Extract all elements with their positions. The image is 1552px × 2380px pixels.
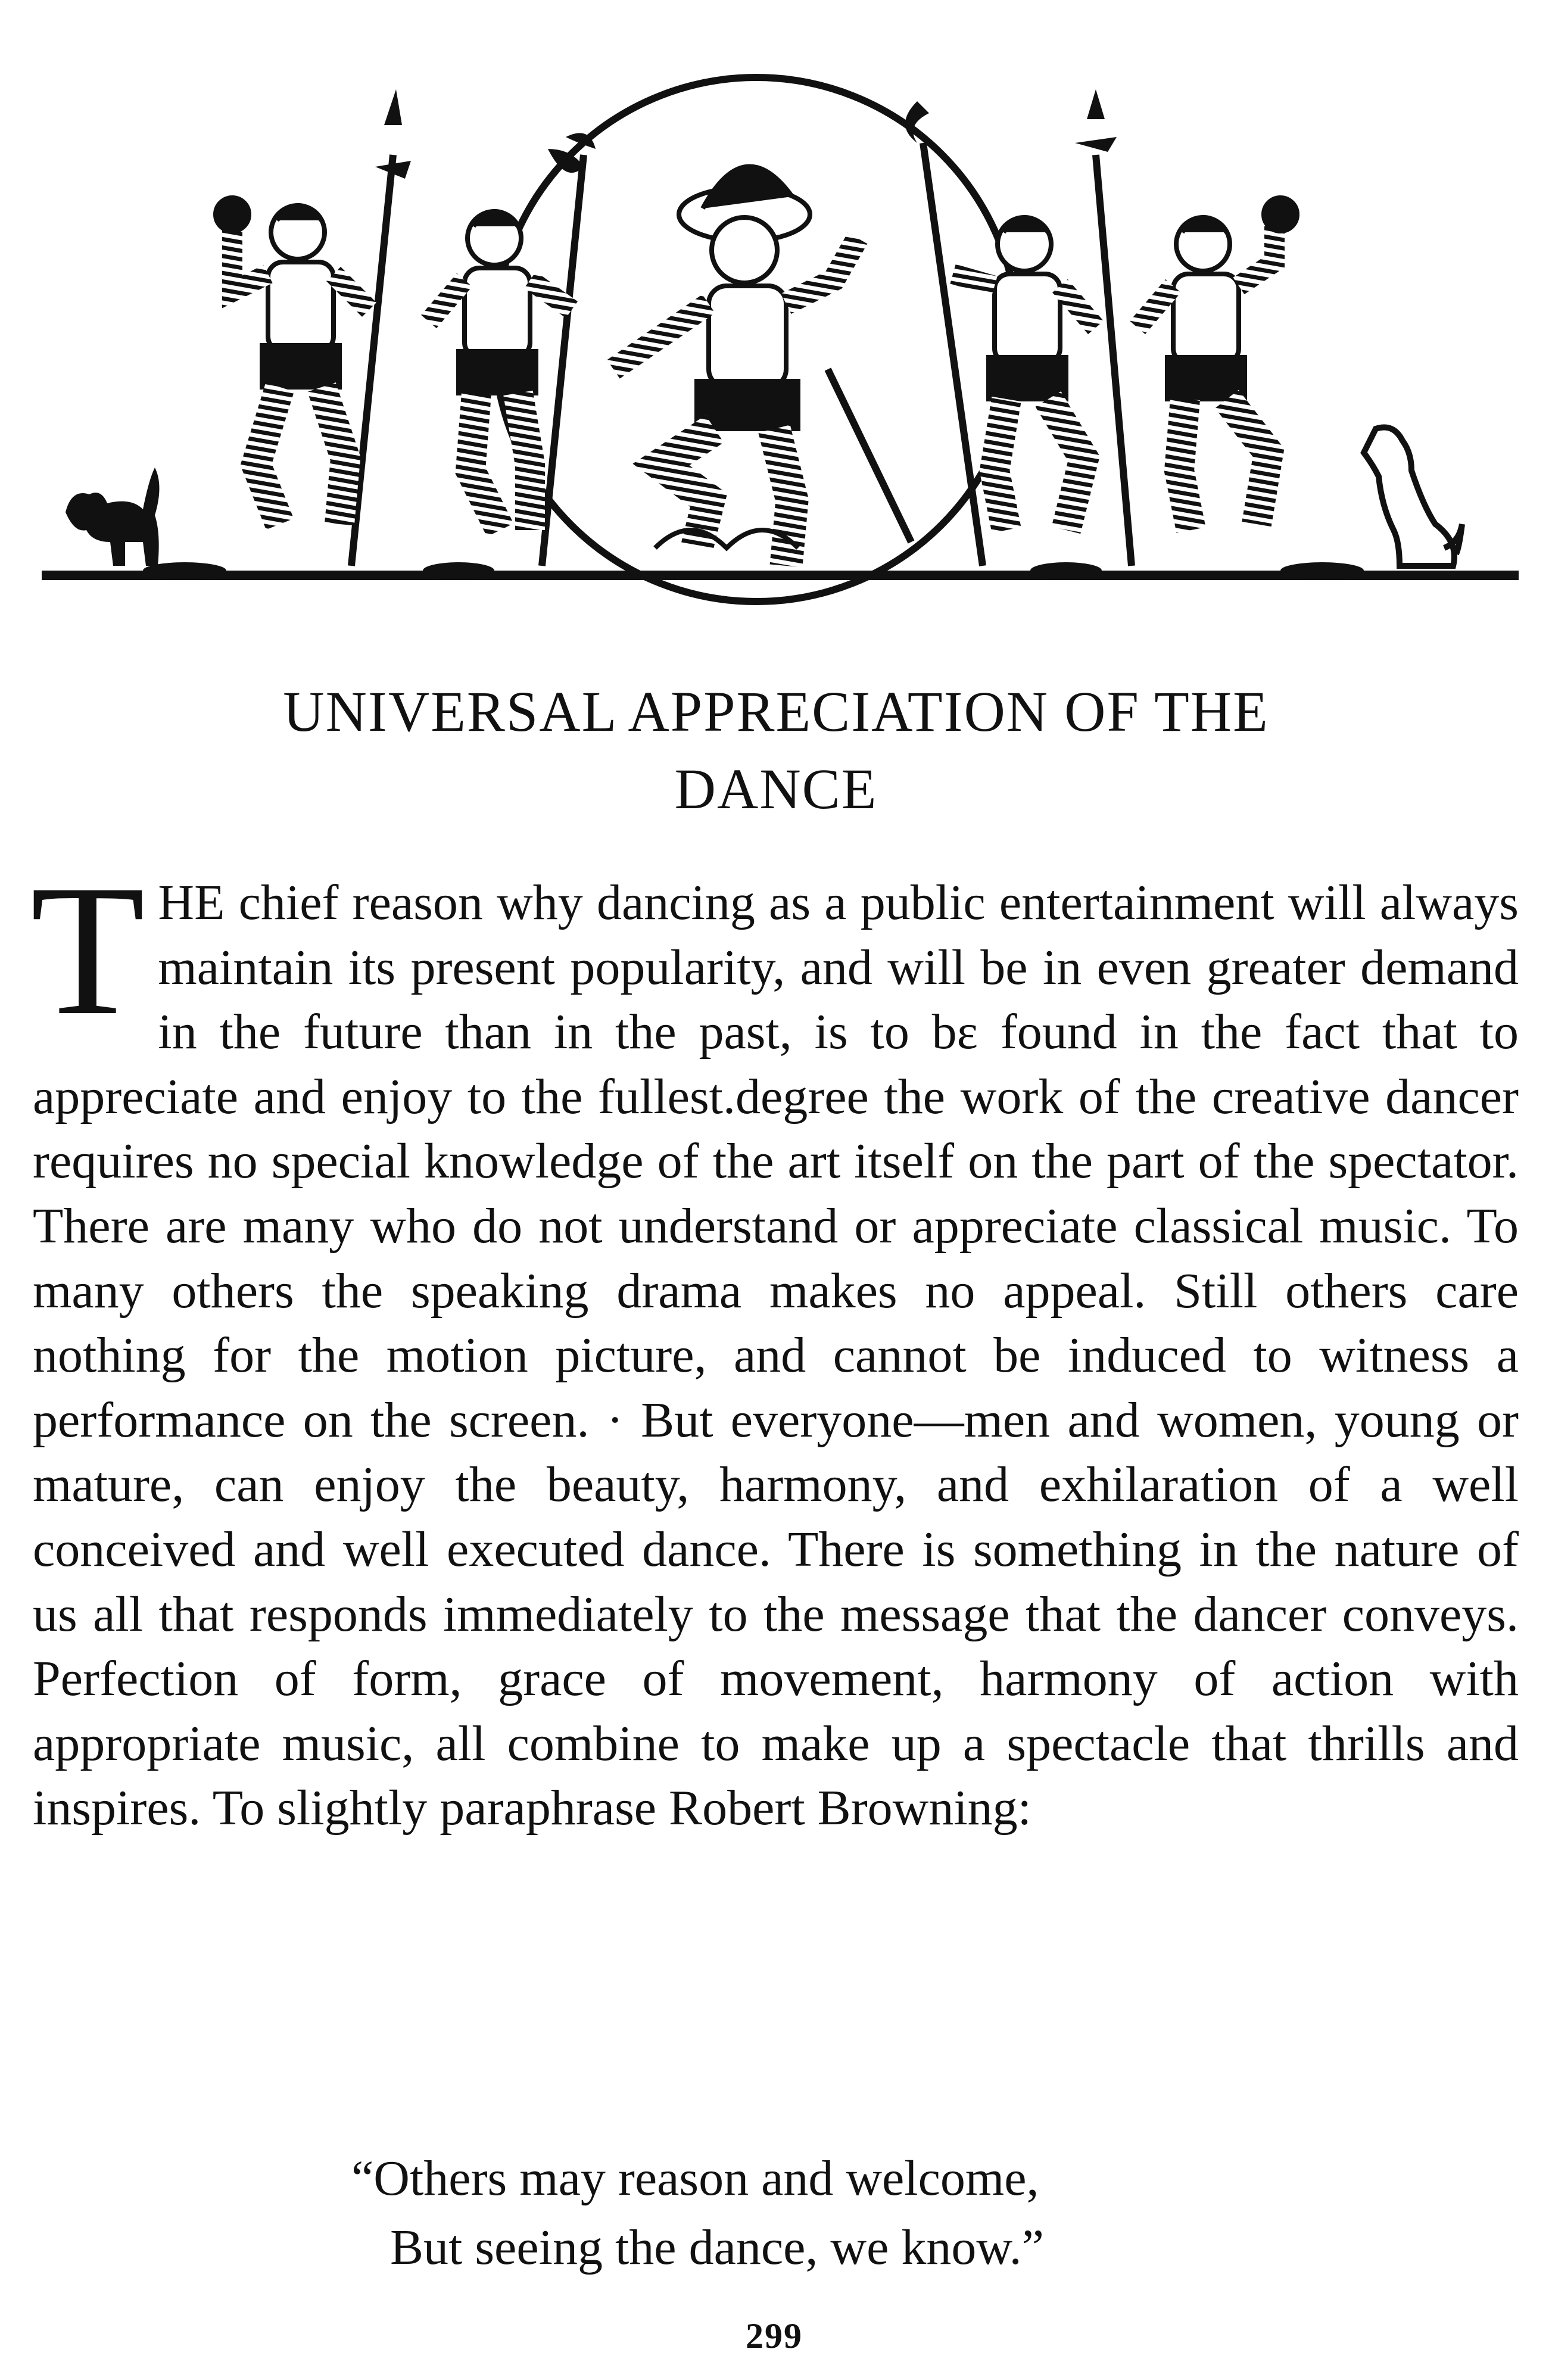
body-paragraph-text: HE chief reason why dancing as a public entertainment will always maintain its present popularity, and will be in even greater demand in the future than in the past, is to bε found in the fact that to appreciate and enjoy to the fullest.degree the work of the creative dancer requires no special knowledge of the art itself on the part of the spectator. There are many who do not understand or appreciate classical music. To many others the speaking drama makes no appeal. Still others care nothing for the motion picture, and cannot be induced to witness a performance on the screen. · But everyone—men and women, young or mature, can enjoy the beauty, harmony, and exhilaration of a well conceived and well executed dance. There is something in the nature of us all that responds immediately to the message that the dancer conveys. Perfection of form, grace of movement, harmony of action with appropriate music, all combine to make up a spectacle that thrills and inspires. To slightly paraphrase Robert Browning: bbox=[33, 875, 1519, 1836]
morris-dancers-headpiece-illustration bbox=[42, 36, 1519, 613]
cat-figure bbox=[66, 468, 160, 566]
dancer-5 bbox=[1137, 198, 1297, 530]
dancer-1 bbox=[216, 198, 369, 524]
chapter-title-line-1: UNIVERSAL APPRECIATION OF THE bbox=[283, 680, 1269, 743]
quotation-line-2: But seeing the dance, we know.” bbox=[390, 2220, 1044, 2275]
page-number: 299 bbox=[746, 2316, 803, 2356]
drop-cap: T bbox=[30, 846, 145, 1054]
dog-figure bbox=[1364, 428, 1462, 566]
dancer-center-hobby-horse bbox=[613, 167, 858, 566]
body-paragraph bbox=[30, 846, 1519, 1841]
chapter-title bbox=[89, 673, 1463, 828]
chapter-title-line-2: DANCE bbox=[674, 757, 878, 821]
quotation-verse bbox=[179, 2144, 1370, 2282]
quotation-line-1: “Others may reason and welcome, bbox=[351, 2151, 1039, 2206]
